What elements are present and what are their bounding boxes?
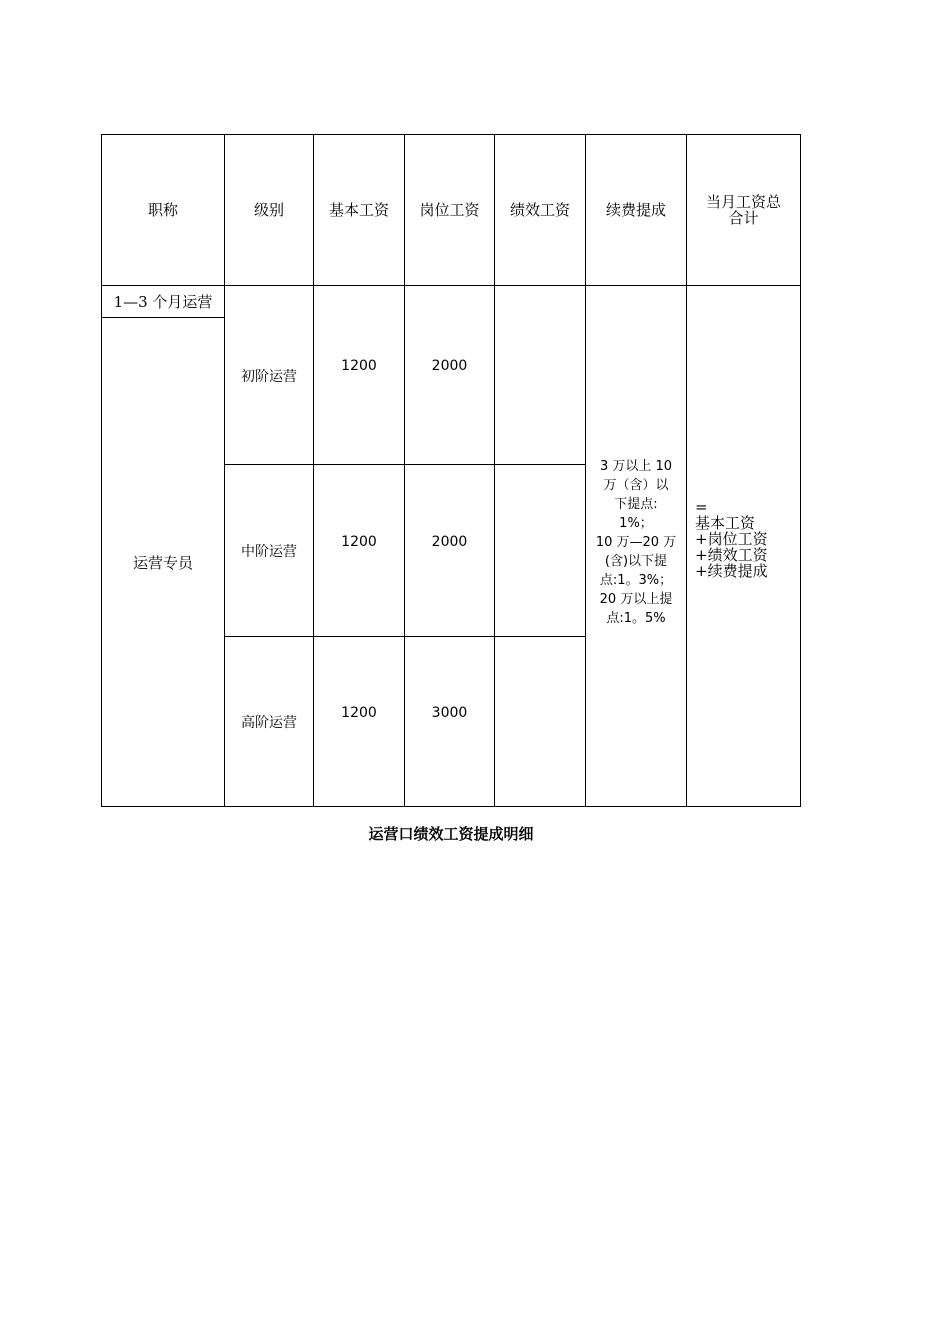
base-salary-cell: 1200 bbox=[341, 704, 377, 721]
total-formula-text: = 基本工资 +岗位工资 +绩效工资 +续费提成 bbox=[695, 498, 768, 580]
level-cell: 初阶运营 bbox=[241, 369, 297, 385]
header-base-salary: 基本工资 bbox=[328, 201, 389, 219]
post-salary-cell: 2000 bbox=[431, 358, 468, 374]
performance-salary-cell bbox=[494, 636, 586, 807]
header-post-salary: 岗位工资 bbox=[419, 201, 480, 219]
header-level: 级别 bbox=[253, 201, 284, 219]
header-title: 职称 bbox=[147, 201, 178, 219]
performance-salary-cell bbox=[494, 464, 586, 637]
role-title: 运营专员 bbox=[132, 553, 193, 572]
header-performance-salary: 绩效工资 bbox=[509, 201, 570, 219]
level-cell: 高阶运营 bbox=[241, 714, 297, 731]
commission-rule-text: 3 万以上 10 万（含）以 下提点: 1%； 10 万—20 万 (含)以下提 点:1。3%； 20 万以上提 点:1。5% bbox=[595, 458, 677, 626]
table-caption: 运营口绩效工资提成明细 bbox=[368, 825, 534, 843]
performance-salary-cell bbox=[494, 285, 586, 465]
commission-rule-cell bbox=[585, 285, 687, 807]
base-salary-cell: 1200 bbox=[341, 358, 377, 374]
base-salary-cell: 1200 bbox=[341, 533, 377, 550]
total-formula-cell bbox=[686, 285, 801, 807]
header-renewal-commission: 续费提成 bbox=[605, 201, 666, 219]
post-salary-cell: 3000 bbox=[431, 704, 468, 721]
header-monthly-total bbox=[686, 134, 801, 285]
level-cell: 中阶运营 bbox=[241, 543, 297, 560]
header-monthly-total-label: 当月工资总合计 bbox=[705, 192, 781, 227]
post-salary-cell: 2000 bbox=[431, 533, 468, 550]
probation-title: 1—3 个月运营 bbox=[113, 293, 213, 311]
